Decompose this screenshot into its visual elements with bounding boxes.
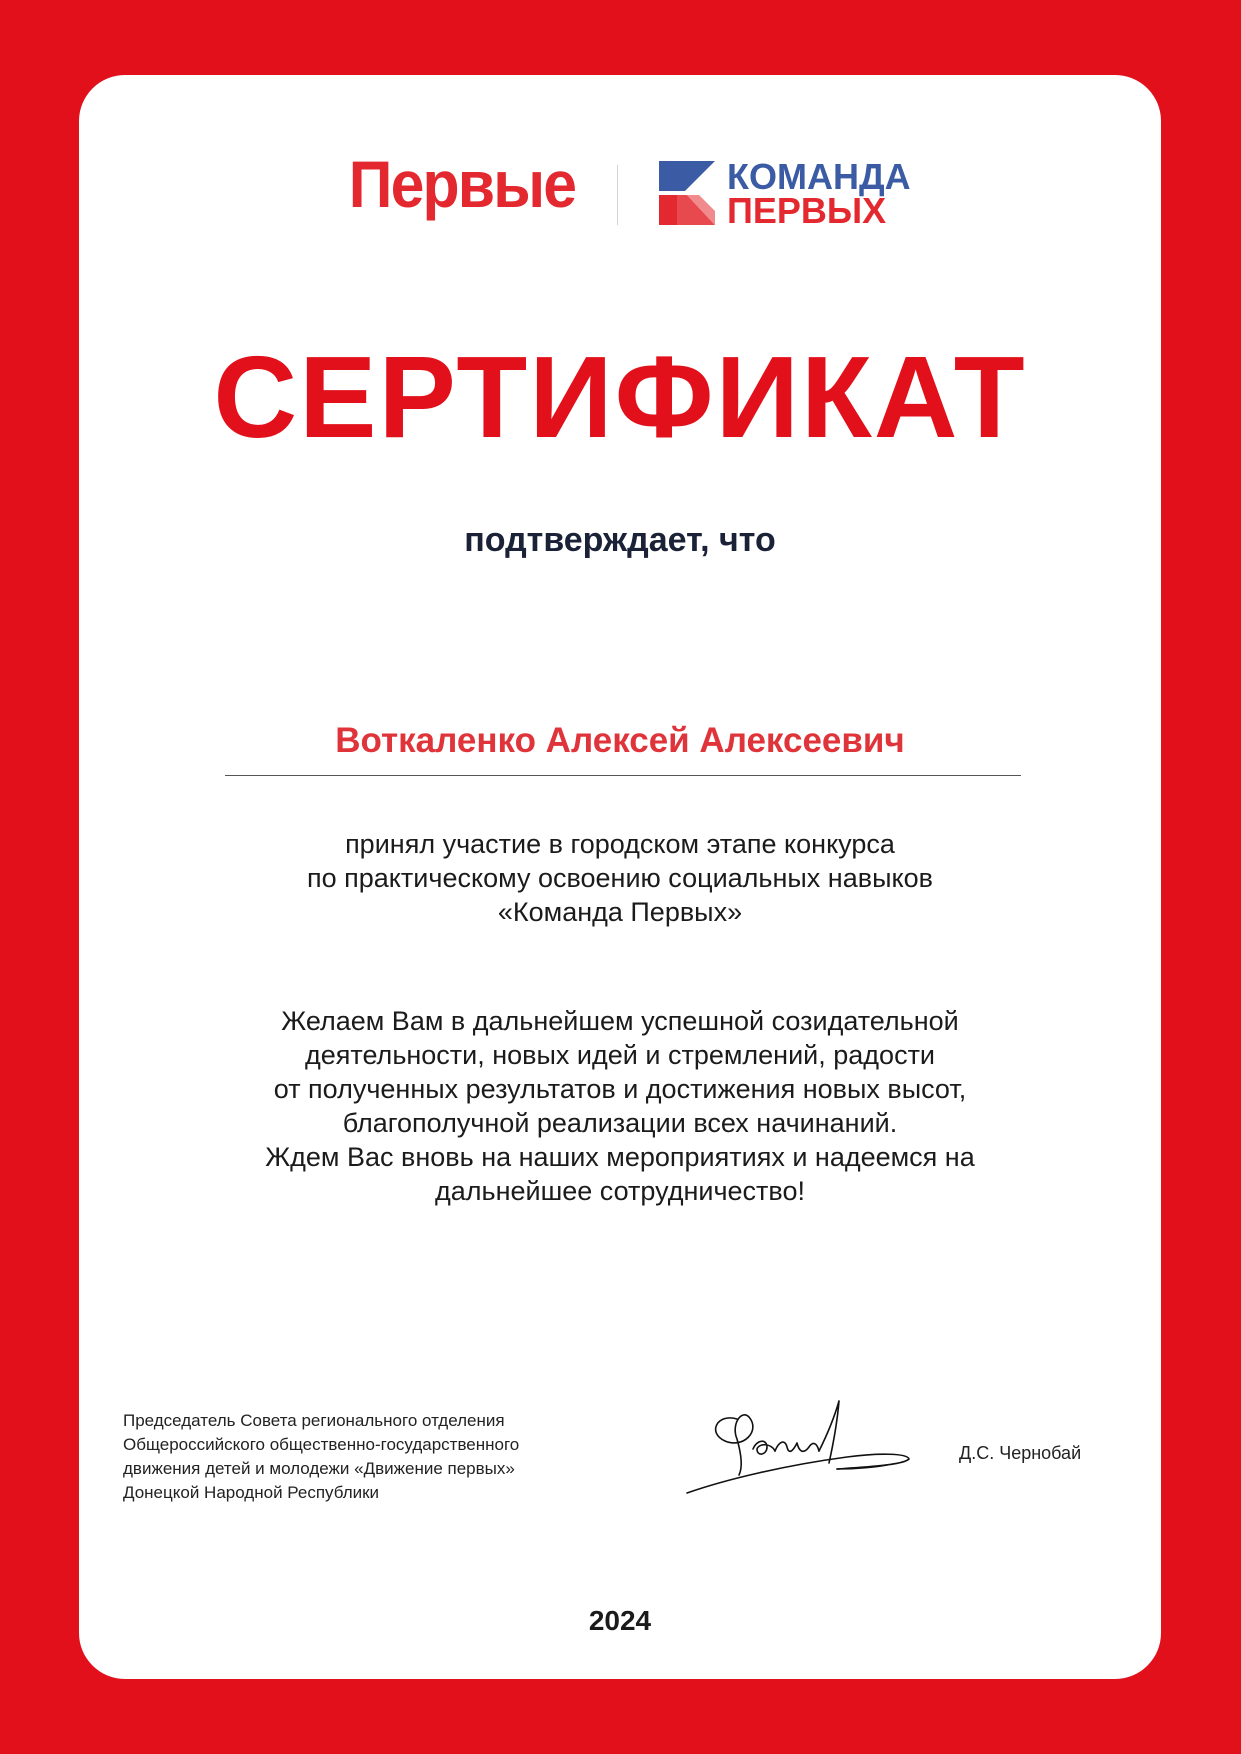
certificate-year: 2024: [588, 1605, 652, 1636]
certificate-title: СЕРТИФИКАТ: [213, 332, 1027, 462]
participation-line: по практическому освоению социальных навыков: [307, 863, 933, 893]
logo-divider: [617, 165, 618, 225]
certificate-subtitle: подтверждает, что: [464, 521, 776, 559]
wishes-line: от полученных результатов и достижения новых высот,: [273, 1074, 967, 1104]
wishes-text: [79, 1004, 1161, 1208]
participation-line: «Команда Первых»: [497, 897, 743, 927]
signature-icon: [677, 1395, 917, 1505]
participation-line: принял участие в городском этапе конкурса: [345, 829, 895, 859]
recipient-name: Воткаленко Алексей Алексеевич: [335, 721, 905, 760]
certificate-card: [79, 75, 1161, 1679]
signer-position-line: Общероссийского общественно-государственного: [123, 1435, 520, 1454]
recipient-underline: [225, 775, 1021, 776]
signer-position: [123, 1409, 663, 1505]
signer-name: Д.С. Чернобай: [959, 1443, 1082, 1463]
komanda-logo-line2: ПЕРВЫХ: [727, 190, 887, 231]
pervye-logo: Первые: [348, 147, 576, 221]
wishes-line: Желаем Вам в дальнейшем успешной созидательной: [281, 1006, 959, 1036]
wishes-line: благополучной реализации всех начинаний.: [342, 1108, 898, 1138]
signer-position-line: движения детей и молодежи «Движение первых»: [123, 1459, 515, 1478]
signer-position-line: Донецкой Народной Республики: [123, 1483, 380, 1502]
signer-position-line: Председатель Совета регионального отделения: [123, 1411, 505, 1430]
participation-text: [79, 827, 1161, 929]
wishes-line: дальнейшее сотрудничество!: [435, 1176, 805, 1206]
wishes-line: деятельности, новых идей и стремлений, радости: [304, 1040, 936, 1070]
komanda-logo-line1: КОМАНДА: [727, 156, 911, 197]
wishes-line: Ждем Вас вновь на наших мероприятиях и надеемся на: [265, 1142, 975, 1172]
komanda-k-logo-icon: [659, 161, 719, 227]
